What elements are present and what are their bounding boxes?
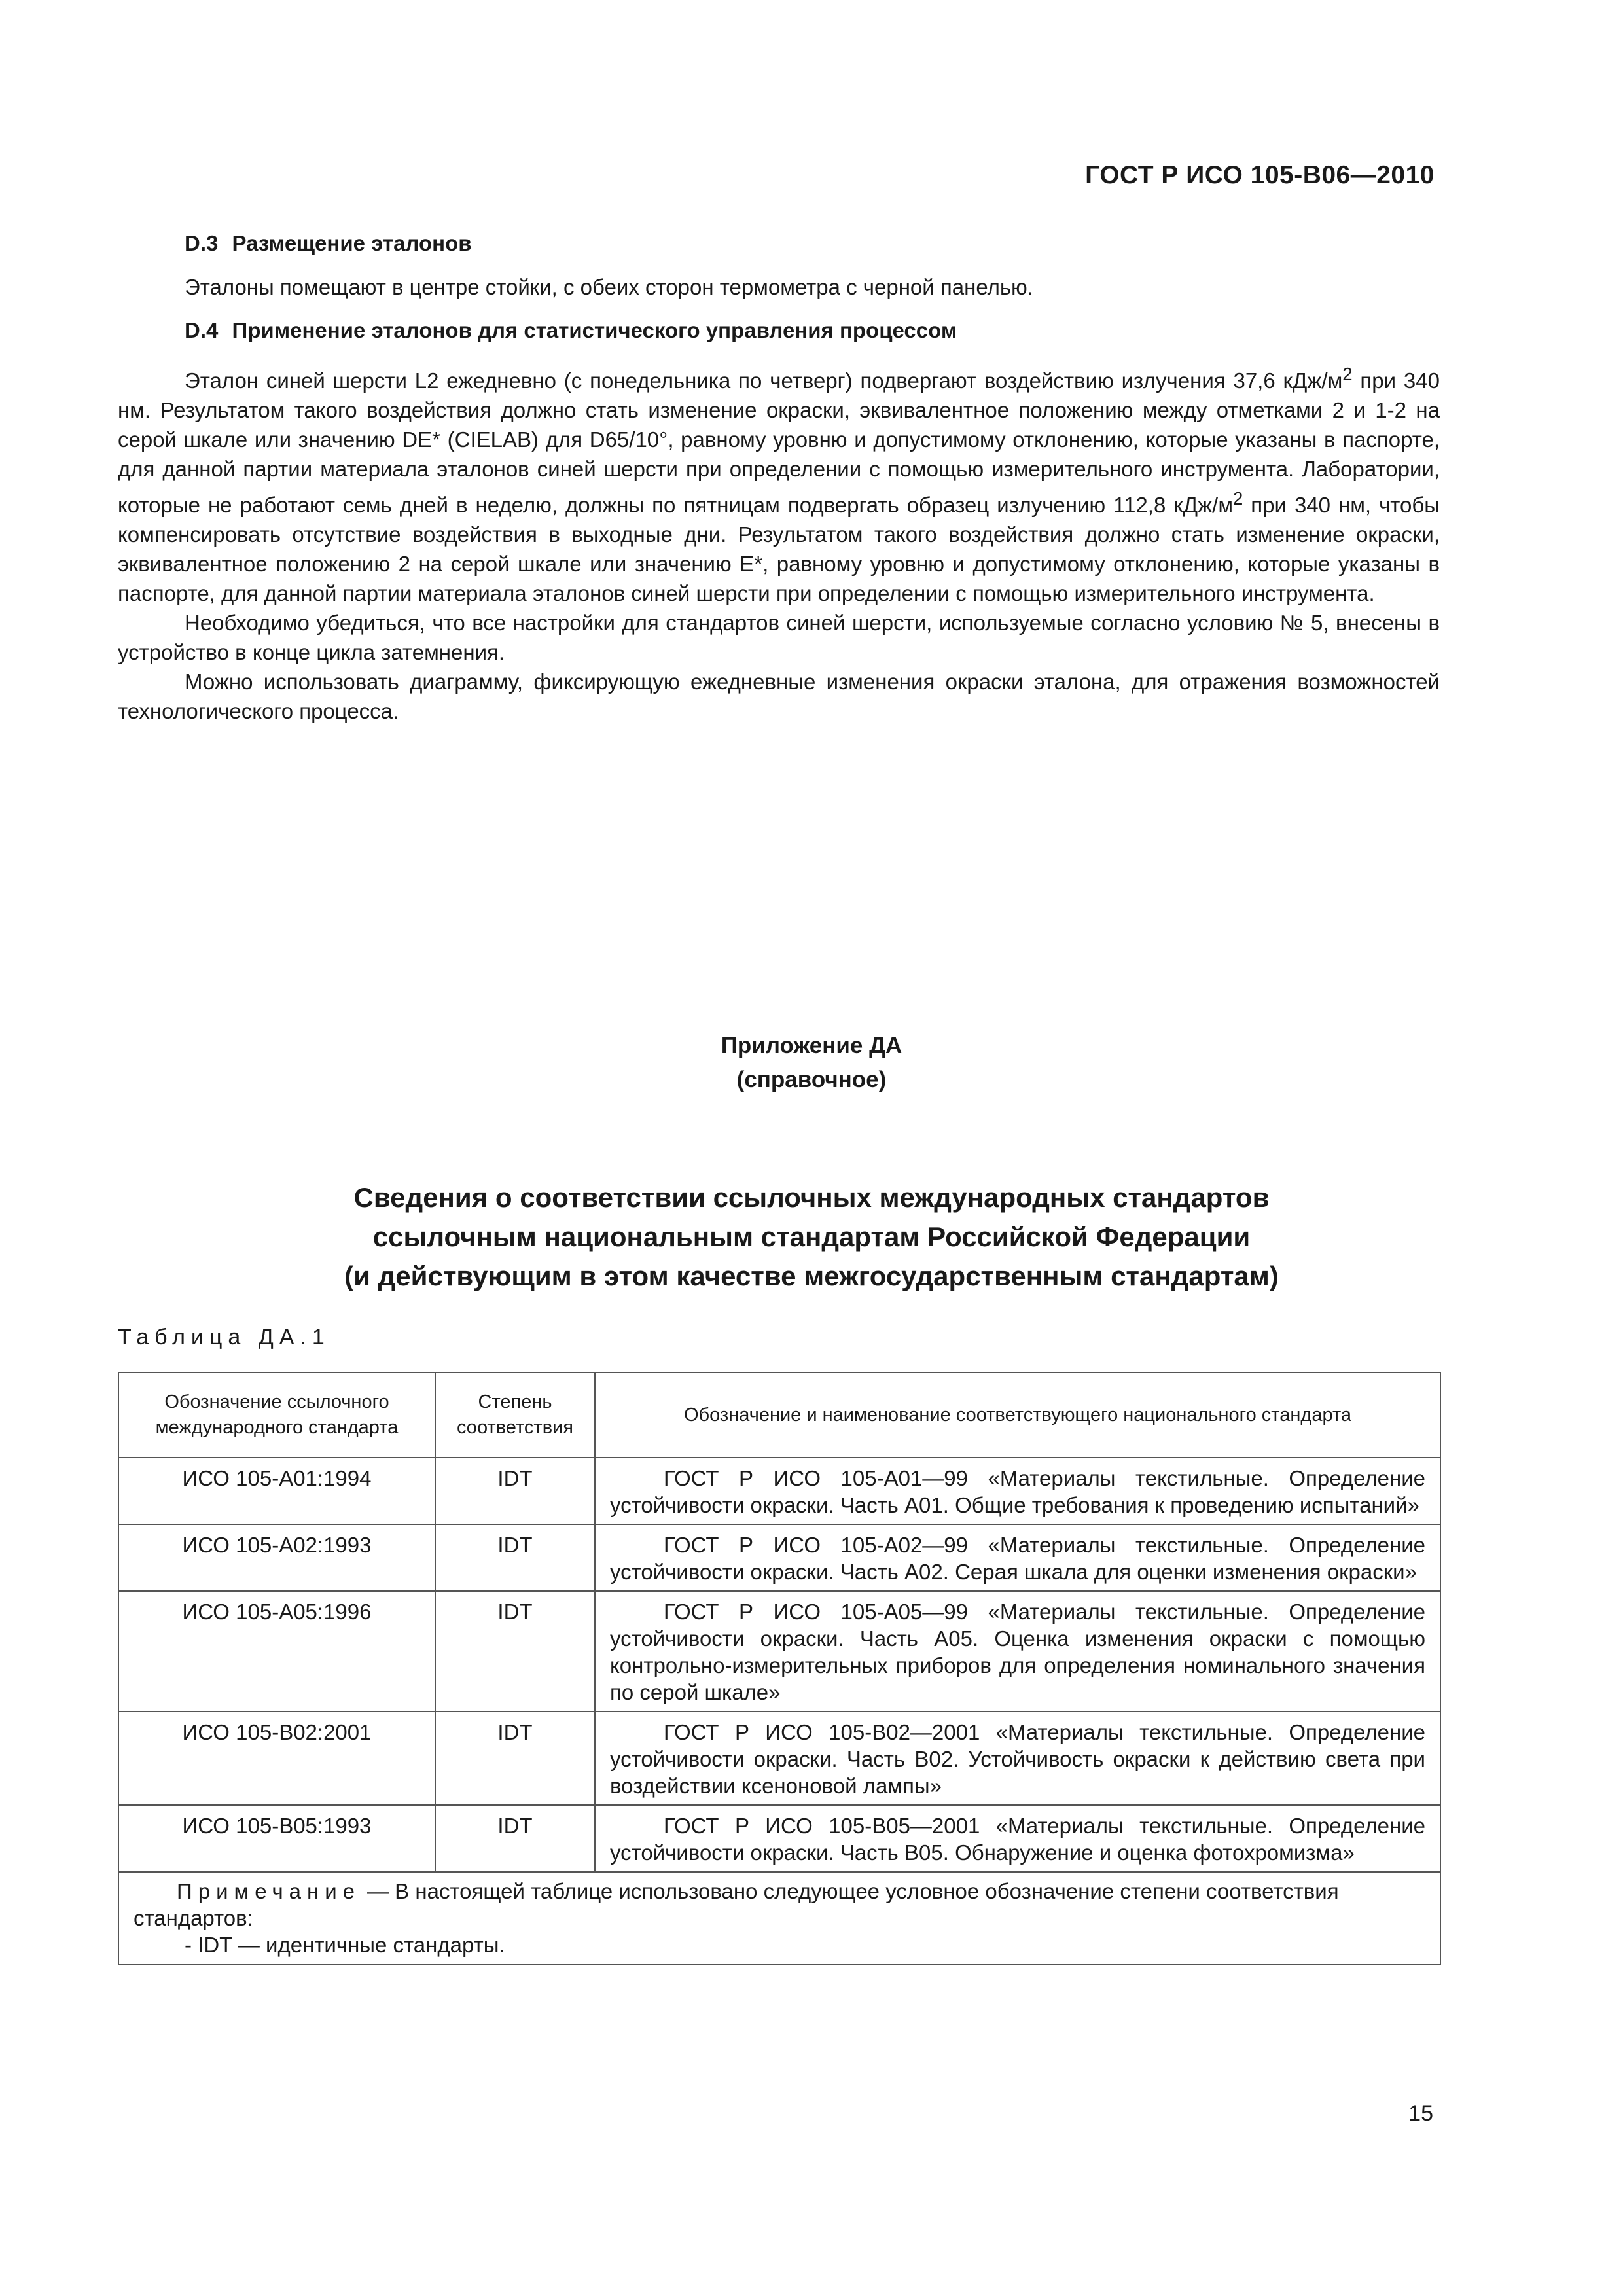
column-header: Обозначение ссылочного международного стандарта: [118, 1372, 435, 1458]
appendix-title: [0, 1178, 1623, 1296]
degree-cell: IDT: [435, 1524, 595, 1591]
degree-cell: IDT: [435, 1591, 595, 1712]
table-note: [118, 1872, 1440, 1964]
national-standard-cell: [595, 1524, 1440, 1591]
section-number: D.4: [185, 318, 219, 342]
note-body: [134, 1878, 1425, 1931]
note-label: Примечание: [177, 1879, 361, 1903]
cell-text: ГОСТ Р ИСО 105-А01—99 «Материалы текстильные. Определение устойчивости окраски. Часть А01. Общие требования к проведению испытаний»: [610, 1466, 1425, 1517]
superscript: 2: [1233, 488, 1243, 509]
intl-standard-cell: ИСО 105-A02:1993: [118, 1524, 435, 1591]
note-item: - IDT — идентичные стандарты.: [185, 1933, 505, 1957]
table-header-row: [118, 1372, 1440, 1458]
table: [118, 1372, 1441, 1965]
section-heading-d4: [185, 316, 1440, 345]
correspondence-table: [118, 1372, 1440, 1965]
appendix-heading: [0, 1029, 1623, 1097]
paragraph-d3: Эталоны помещают в центре стойки, с обеих сторон термометра с черной панелью.: [185, 275, 1033, 299]
degree-cell: IDT: [435, 1712, 595, 1805]
title-line: (и действующим в этом качестве межгосударственным стандартам): [344, 1261, 1279, 1291]
table-row: [118, 1524, 1440, 1591]
page-number: 15: [1408, 2101, 1433, 2126]
intl-standard-cell: ИСО 105-A01:1994: [118, 1458, 435, 1524]
section-number: D.3: [185, 231, 219, 255]
cell-text: ГОСТ Р ИСО 105-А02—99 «Материалы текстильные. Определение устойчивости окраски. Часть А02. Серая шкала для оценки изменения окраски»: [610, 1533, 1425, 1584]
national-standard-cell: [595, 1591, 1440, 1712]
intl-standard-cell: ИСО 105-B02:2001: [118, 1712, 435, 1805]
table-note-row: [118, 1872, 1440, 1964]
intl-standard-cell: ИСО 105-B05:1993: [118, 1805, 435, 1872]
paragraph-d4-3: Можно использовать диаграмму, фиксирующую ежедневные изменения окраски эталона, для отражения возможностей технологического процесса.: [118, 670, 1440, 723]
text-run: при 340 нм, чтобы компенсировать отсутствие воздействия в выходные дни. Результатом такого воздействия должно стать изменение окраски, эквивалентное положению 2 на серой шкале или значению E*, равному уровню и допустимому отклонению, которые указаны в паспорте, для данной партии материала эталонов синей шерсти при определении с помощью измерительного инструмента.: [118, 493, 1440, 605]
paragraph-d4-2: Необходимо убедиться, что все настройки для стандартов синей шерсти, используемые согласно условию № 5, внесены в устройство в конце цикла затемнения.: [118, 611, 1440, 664]
appendix-kind: (справочное): [736, 1067, 887, 1092]
section-title: Размещение эталонов: [232, 231, 472, 255]
column-header: Обозначение и наименование соответствующего национального стандарта: [595, 1372, 1440, 1458]
table-row: [118, 1712, 1440, 1805]
column-header: Степень соответствия: [435, 1372, 595, 1458]
table-caption: Таблица ДА.1: [118, 1325, 330, 1350]
cell-text: ГОСТ Р ИСО 105-В02—2001 «Материалы текстильные. Определение устойчивости окраски. Часть В02. Устойчивость окраски к действию света при воздействии ксеноновой лампы»: [610, 1720, 1425, 1798]
intl-standard-cell: ИСО 105-A05:1996: [118, 1591, 435, 1712]
superscript: 2: [1342, 364, 1353, 384]
cell-text: ГОСТ Р ИСО 105-А05—99 «Материалы текстильные. Определение устойчивости окраски. Часть А05. Оценка изменения окраски с помощью контрольно-измерительных приборов для определения номинального значения по серой шкале»: [610, 1600, 1425, 1704]
text-run: Эталон синей шерсти L2 ежедневно (с понедельника по четверг) подвергают воздействию излучения 37,6 кДж/м: [185, 368, 1343, 393]
document-code-header: ГОСТ Р ИСО 105-В06—2010: [1085, 161, 1435, 189]
cell-text: ГОСТ Р ИСО 105-В05—2001 «Материалы текстильные. Определение устойчивости окраски. Часть В05. Обнаружение и оценка фотохромизма»: [610, 1814, 1425, 1865]
document-body: [118, 229, 1440, 726]
section-heading-d3: [185, 229, 1440, 258]
appendix-label: Приложение ДА: [721, 1033, 902, 1058]
degree-cell: IDT: [435, 1458, 595, 1524]
national-standard-cell: [595, 1805, 1440, 1872]
title-line: Сведения о соответствии ссылочных международных стандартов: [353, 1182, 1270, 1213]
table-row: [118, 1458, 1440, 1524]
table-row: [118, 1591, 1440, 1712]
paragraph-d4-1: [118, 359, 1440, 608]
note-text: — В настоящей таблице использовано следующее условное обозначение степени соответствия стандартов:: [134, 1879, 1339, 1930]
table-row: [118, 1805, 1440, 1872]
national-standard-cell: [595, 1458, 1440, 1524]
national-standard-cell: [595, 1712, 1440, 1805]
text-run: при 340 нм. Результатом такого воздействия должно стать изменение окраски, эквивалентное положению между отметками 2 и 1-2 на серой шкале или значению DE* (CIELAB) для D65/10°, равному уровню и допустимому отклонению, которые указаны в паспорте, для данной партии материала эталонов синей шерсти при определении с помощью измерительного инструмента. Лаборатории, которые не работают семь дней в неделю, должны по пятницам подвергать образец излучению 112,8 кДж/м: [118, 368, 1440, 517]
title-line: ссылочным национальным стандартам Российской Федерации: [372, 1221, 1251, 1252]
degree-cell: IDT: [435, 1805, 595, 1872]
section-title: Применение эталонов для статистического управления процессом: [232, 318, 957, 342]
